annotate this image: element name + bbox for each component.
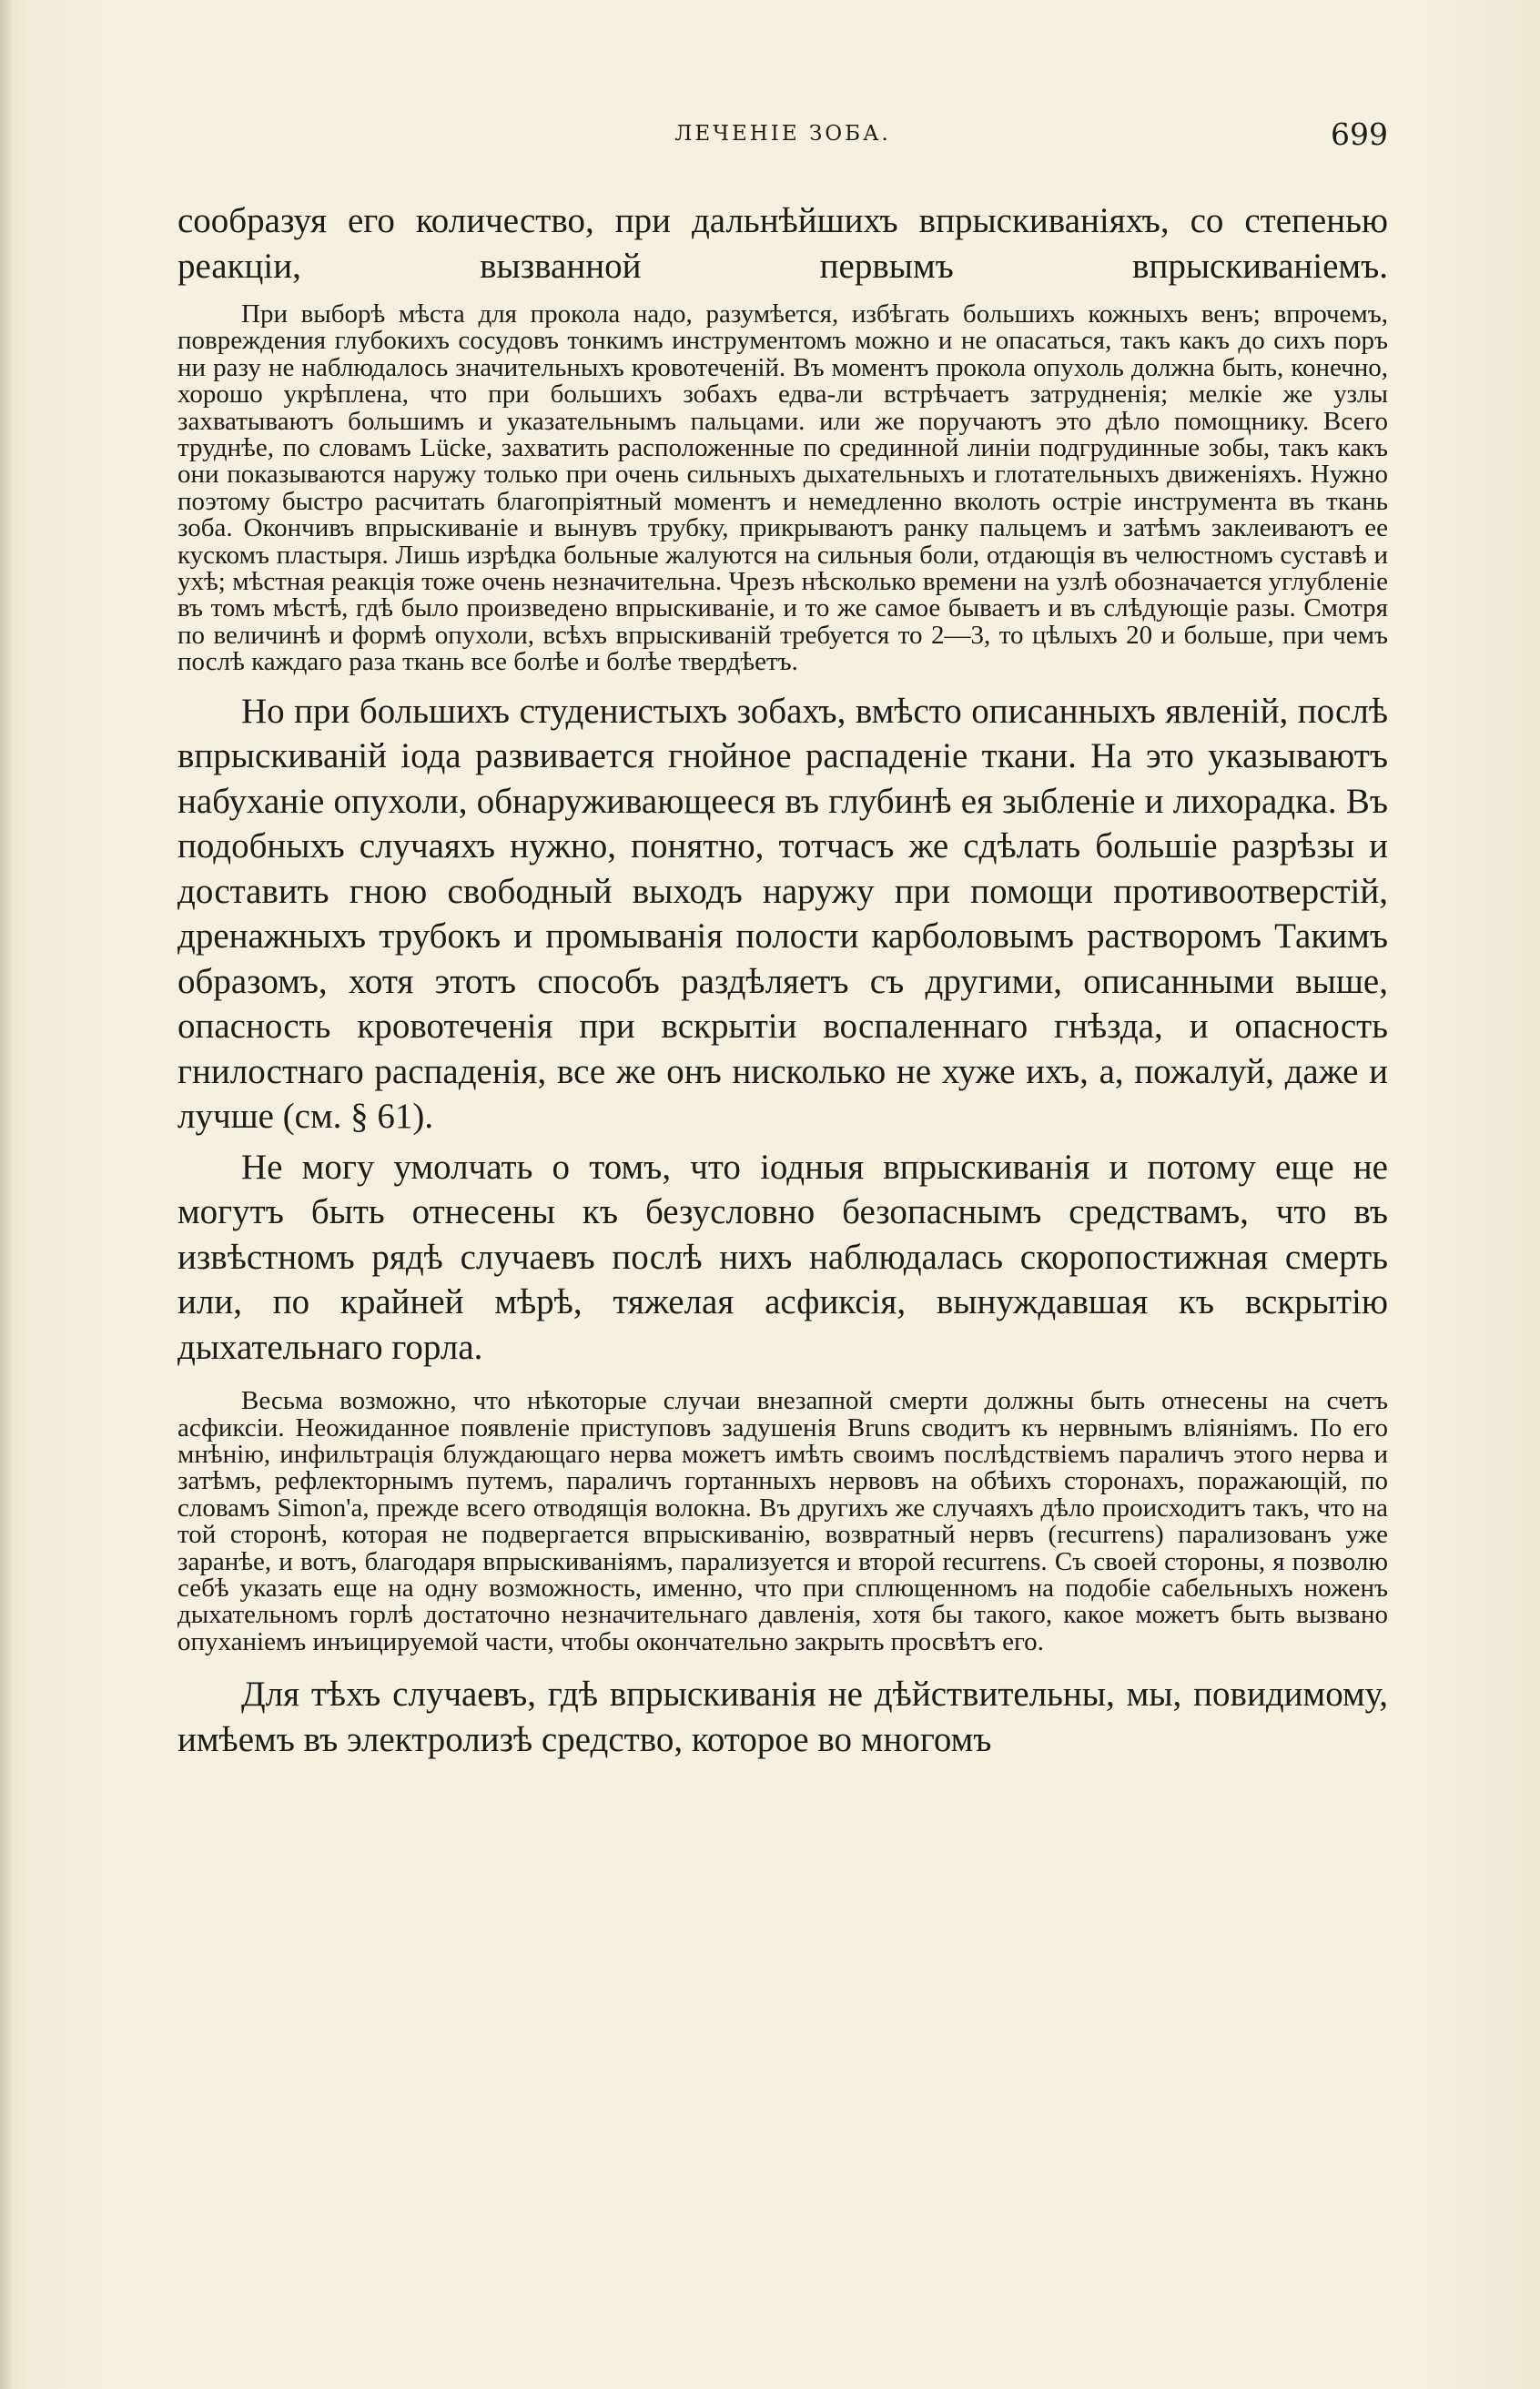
paragraph-small-print-asphyxia: Весьма возможно, что нѣкоторые случаи внезапной смерти должны быть отнесены на счетъ асфиксіи. Неожиданное появленіе приступовъ задушенія Bruns сводитъ къ нервнымъ вліяніямъ. По его мнѣнію, инфильтрація блуждающаго нерва можетъ имѣть своимъ послѣдствіемъ параличъ этого нерва и затѣмъ, рефлекторнымъ путемъ, параличъ гортанныхъ нервовъ на обѣихъ сторонахъ, поражающій, по словамъ Simon'а, прежде всего отводящія волокна. Въ другихъ же случаяхъ дѣло происходитъ такъ, что на той сторонѣ, которая не подвергается впрыскиванію, возвратный нервъ (recurrens) парализованъ уже заранѣе, и вотъ, благодаря впрыскиваніямъ, парализуется и второй recurrens. Съ своей стороны, я позволю себѣ указать еще на одну возможность, именно, что при сплющенномъ на подобіе сабельныхъ ноженъ дыхательномъ горлѣ достаточно незначительнаго давленія, хотя бы такого, какое можетъ быть вызвано опуханіемъ инъицируемой части, чтобы окончательно закрыть просвѣтъ его. [177,1386,1388,1656]
paragraph-gelatinous-goiter: Но при большихъ студенистыхъ зобахъ, вмѣсто описанныхъ явленій, послѣ впрыскиваній іода развивается гнойное распаденіе ткани. На это указываютъ набуханіе опухоли, обнаруживающееся въ глубинѣ ея зыбленіе и лихорадка. Въ подобныхъ случаяхъ нужно, понятно, тотчасъ же сдѣлать большіе разрѣзы и доставить гною свободный выходъ наружу при помощи противоотверстій, дренажныхъ трубокъ и промыванія полости карболовымъ растворомъ Такимъ образомъ, хотя этотъ способъ раздѣляетъ съ другими, описанными выше, опасность кровотеченія при вскрытіи воспаленнаго гнѣзда, и опасность гнилостнаго распаденія, все же онъ нисколько не хуже ихъ, а, пожалуй, даже и лучше (см. § 61). [177,691,1388,1137]
paragraph-iodine-dangers: Не могу умолчать о томъ, что іодныя впрыскиванія и потому еще не могутъ быть отнесены къ безусловно безопаснымъ средствамъ, что въ извѣстномъ рядѣ случаевъ послѣ нихъ наблюдалась скоропостижная смерть или, по крайней мѣрѣ, тяжелая асфиксія, вынуждавшая къ вскрытію дыхательнаго горла. [177,1147,1388,1367]
paragraph-electrolysis: Для тѣхъ случаевъ, гдѣ впрыскиванія не дѣйствительны, мы, повидимому, имѣемъ въ электролизѣ средство, которое во многомъ [177,1675,1388,1759]
paragraph-continuation: сообразуя его количество, при дальнѣйшихъ впрыскиваніяхъ, со степенью реакціи, вызванной первымъ впрыскиваніемъ. [177,201,1388,286]
running-header [177,116,1388,153]
paragraph-small-print-injection-site: При выборѣ мѣста для прокола надо, разумѣется, избѣгать большихъ кожныхъ венъ; впрочемъ, повреждения глубокихъ сосудовъ тонкимъ инструментомъ можно и не опасаться, такъ какъ до сихъ поръ ни разу не наблюдалось значительныхъ кровотеченій. Въ моментъ прокола опухоль должна быть, конечно, хорошо укрѣплена, что при большихъ зобахъ едва-ли встрѣчаетъ затрудненія; мелкіе же узлы захватываютъ большимъ и указательнымъ пальцами. или же поручаютъ это дѣло помощнику. Всего труднѣе, по словамъ Lücke, захватить расположенные по срединной линіи подгрудинные зобы, такъ какъ они показываются наружу только при очень сильныхъ дыхательныхъ и глотательныхъ движеніяхъ. Нужно поэтому быстро расчитать благопріятный моментъ и немедленно вколоть остріе инструмента въ ткань зоба. Окончивъ впрыскиваніе и вынувъ трубку, прикрываютъ ранку пальцемъ и затѣмъ заклеиваютъ ее кускомъ пластыря. Лишь изрѣдка больные жалуются на сильныя боли, отдающія въ челюстномъ суставѣ и ухѣ; мѣстная реакція тоже очень незначительна. Чрезъ нѣсколько времени на узлѣ обозначается углубленіе въ томъ мѣстѣ, гдѣ было произведено впрыскиваніе, и то же самое бываетъ и въ слѣдующіе разы. Смотря по величинѣ и формѣ опухоли, всѣхъ впрыскиваній требуется то 2—3, то цѣлыхъ 20 и больше, при чемъ послѣ каждаго раза ткань все болѣе и болѣе твердѣетъ. [177,299,1388,677]
page-body [177,198,1388,1762]
page-number: 699 [1331,116,1388,152]
book-spine-shadow [0,0,13,2389]
header-title: ЛЕЧЕНІЕ ЗОБА. [674,122,891,146]
